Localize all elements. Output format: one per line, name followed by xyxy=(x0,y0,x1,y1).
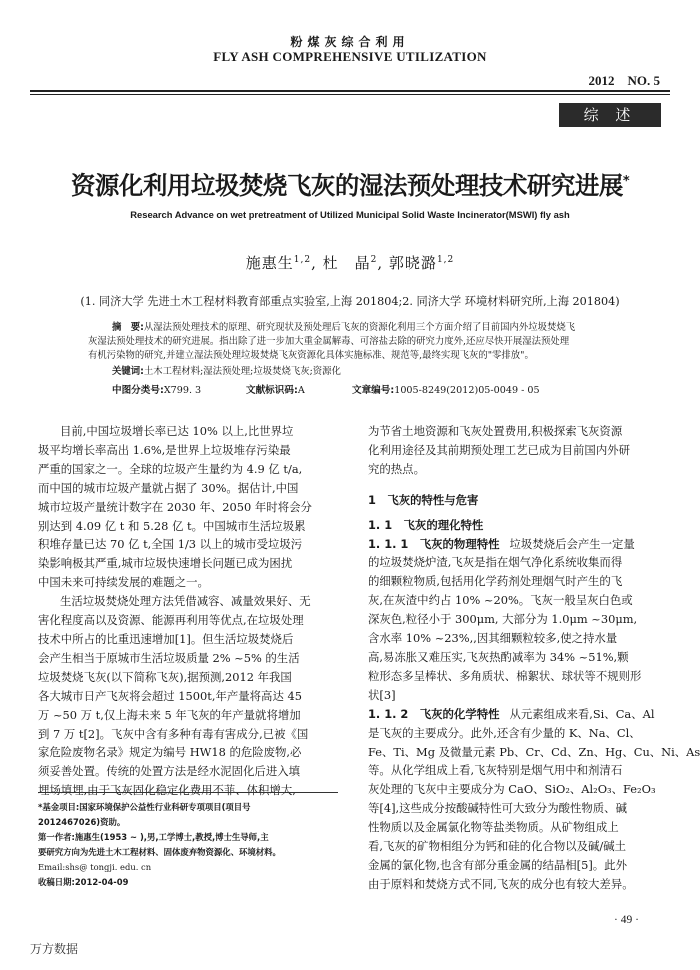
body-line: 染影响极其严重,城市垃圾快速增长问题已成为困扰 xyxy=(38,556,293,571)
fund-note-cont: 2012467026)资助。 xyxy=(38,817,126,827)
body-line: 各大城市日产飞灰将会超过 1500t,年产量将高达 45 xyxy=(38,688,302,703)
body-line: 别达到 4.09 亿 t 和 5.28 亿 t。中国城市生活垃圾累 xyxy=(38,518,306,533)
article-no-line xyxy=(352,382,540,396)
body-line: 技术中所占的比重迅速增加[1]。但生活垃圾焚烧后 xyxy=(38,631,294,646)
author-affil-mark: 1,2 xyxy=(293,255,312,265)
section-tag: 综 述 xyxy=(559,103,661,127)
author-note-cont: 要研究方向为先进土木工程材料、固体废弃物资源化、环境材料。 xyxy=(38,847,281,857)
keywords: 土木工程材料;湿法预处理;垃圾焚烧飞灰;资源化 xyxy=(143,366,341,377)
body-line: 看,飞灰的矿物相组分为钙和硅的化合物以及碱/碱土 xyxy=(368,839,627,854)
body-line: 到 7 万 t[2]。飞灰中含有多种有毒有害成分,已被《国 xyxy=(38,726,309,741)
body-line: 由于原料和焚烧方式不同,飞灰的成分也有较大差异。 xyxy=(368,876,634,891)
body-line: 等[4],这些成分按酸碱特性可大致分为酸性物质、碱 xyxy=(368,801,627,816)
body-line: 粒形态多呈棒状、多角质状、棉絮状、球状等不规则形 xyxy=(368,668,642,683)
issue-label: 2012 NO. 5 xyxy=(588,73,660,88)
body-line: 是飞灰的主要成分。此外,还含有少量的 K、Na、Cl、 xyxy=(368,725,641,740)
body-line: 积堆存量已达 70 亿 t,全国 1/3 以上的城市受垃圾污 xyxy=(38,537,303,552)
body-line: 须妥善处置。传统的处置方法是经水泥固化后进入填 xyxy=(38,764,300,779)
body-line: 埋场填埋,由于飞灰固化稳定化费用不菲、体积增大, xyxy=(38,783,296,798)
journal-name-cn: 粉煤灰综合利用 xyxy=(290,35,410,49)
author-note: 第一作者:施惠生(1953 ~ ),男,工学博士,教授,博士生导师,主 xyxy=(38,832,269,842)
body-line: 会产生相当于原城市生活垃圾质量 2% ~5% 的生活 xyxy=(38,650,300,665)
page-number: · 49 · xyxy=(614,914,639,926)
title-footnote-mark: * xyxy=(622,174,630,189)
watermark: 万方数据 xyxy=(30,942,79,956)
body-line xyxy=(368,535,668,554)
body-line xyxy=(368,705,668,724)
body-line: 的细颗粒物质,包括用化学药剂处理烟气时产生的飞 xyxy=(368,574,623,589)
doc-code-line xyxy=(246,382,305,396)
section-heading-1: 1 飞灰的特性与危害 xyxy=(368,492,479,507)
body-line: 化利用途径及其前期预处理工艺已成为目前国内外研 xyxy=(368,442,630,457)
author-name: 施惠生 xyxy=(245,254,294,272)
header-rule-thin xyxy=(30,94,670,95)
author-name: 杜 晶 xyxy=(322,254,371,272)
subsection-heading-1-1: 1. 1 飞灰的理化特性 xyxy=(368,517,484,532)
email-note: Email:shs@ tongji. edu. cn xyxy=(38,862,152,872)
body-line: 圾平均增长率高出 1.6%,是世界上垃圾堆存污染最 xyxy=(38,442,291,457)
body-line: 中国未来可持续发展的难题之一。 xyxy=(38,575,209,590)
abstract-text: 从湿法预处理技术的原理、研究现状及预处理后飞灰的资源化利用三个方面介绍了目前国内外垃圾焚烧飞 xyxy=(143,322,576,333)
subsubsection-heading-1-1-2: 1. 1. 2 飞灰的化学特性 xyxy=(368,706,500,721)
abstract-label: 摘 要: xyxy=(112,322,144,333)
body-line: 深灰色,粒径小于 300μm, 大部分为 1.0μm ~30μm, xyxy=(368,612,638,627)
body-line: 究的热点。 xyxy=(368,461,425,476)
body-text: 垃圾焚烧后会产生一定量 xyxy=(509,536,635,551)
body-line: 灰处理的飞灰中主要成分为 CaO、SiO₂、Al₂O₃、Fe₂O₃ xyxy=(368,782,656,797)
footnote-rule xyxy=(38,792,338,793)
body-line: 害化程度高以及资源、能源再利用等优点,在垃圾处理 xyxy=(38,613,304,628)
body-line: 为节省土地资源和飞灰处置费用,积极探索飞灰资源 xyxy=(368,424,623,438)
received-note: 收稿日期:2012-04-09 xyxy=(38,877,129,887)
left-column xyxy=(38,422,350,800)
body-line: 城市垃圾产量统计数字在 2030 年、2050 年时将会分 xyxy=(38,499,312,514)
abstract-line: 有机污染物的研究,并建立湿法预处理垃圾焚烧飞灰资源化具体实施标准、规范等,最终实现飞灰的"零排放"。 xyxy=(88,350,534,361)
body-line: 高,易冻胀又难压实,飞灰热酌减率为 34% ~51%,颗 xyxy=(368,649,629,664)
body-text: 从元素组成来看,Si、Ca、Al xyxy=(509,706,655,721)
abstract-line xyxy=(88,321,648,335)
article-title-en: Research Advance on wet pretreatment of Utilized Municipal Solid Waste Incinerator(MSWI) fly ash xyxy=(130,209,570,220)
body-line: 含水率 10% ~23%,,因其细颗粒较多,使之持水量 xyxy=(368,631,618,646)
body-line: 家危险废物名录》规定为编号 HW18 的危险废物,必 xyxy=(38,745,302,760)
article-title xyxy=(20,167,680,202)
doc-code-label: 文献标识码: xyxy=(246,385,298,396)
body-line: 金属的氯化物,也含有部分重金属的结晶相[5]。此外 xyxy=(368,857,627,872)
article-no-label: 文章编号: xyxy=(352,385,395,396)
title-text: 资源化利用垃圾焚烧飞灰的湿法预处理技术研究进展 xyxy=(70,171,623,200)
author-affil-mark: 1,2 xyxy=(436,255,455,265)
footnotes xyxy=(38,800,338,890)
body-line: 灰,在灰渣中约占 10% ~20%。飞灰一般呈灰白色或 xyxy=(368,593,633,608)
right-column xyxy=(368,422,700,894)
body-line: 性物质以及金属氯化物等盐类物质。从矿物组成上 xyxy=(368,820,619,835)
body-line: 垃圾焚烧飞灰(以下简称飞灰),据预测,2012 年我国 xyxy=(38,669,292,684)
body-line: 万 ~50 万 t,仅上海未来 5 年飞灰的年产量就将增加 xyxy=(38,707,301,722)
body-line: 生活垃圾焚烧处理方法凭借减容、减量效果好、无 xyxy=(60,594,311,609)
clc-value: X799. 3 xyxy=(163,385,202,396)
header-rule xyxy=(30,90,670,92)
clc-label: 中图分类号: xyxy=(112,385,164,396)
keywords-line xyxy=(88,365,648,379)
author-line: 施惠生$^{1,2}$, 杜 晶$^2$, 郭晓潞$^{1,2}$ xyxy=(245,254,455,272)
author-affil-mark: 2 xyxy=(370,255,378,265)
fund-note: *基金项目:国家环境保护公益性行业科研专项项目(项目号 xyxy=(38,802,251,812)
keywords-label: 关键词: xyxy=(112,366,144,377)
body-line: Fe、Ti、Mg 及微量元素 Pb、Cr、Cd、Zn、Hg、Cu、Ni、As xyxy=(368,744,700,759)
body-line: 而中国的城市垃圾产量就占据了 30%。据估计,中国 xyxy=(38,480,299,495)
body-line: 的垃圾焚烧炉渣,飞灰是指在烟气净化系统收集而得 xyxy=(368,555,623,570)
body-line: 严重的国家之一。全球的垃圾产生量约为 4.9 亿 t/a, xyxy=(38,461,303,476)
body-line: 等。从化学组成上看,飞灰特别是烟气用中和剂清石 xyxy=(368,763,623,778)
subsubsection-heading-1-1-1: 1. 1. 1 飞灰的物理特性 xyxy=(368,536,500,551)
affiliation: (1. 同济大学 先进土木工程材料教育部重点实验室,上海 201804;2. 同济大学 环境材料研究所,上海 201804) xyxy=(80,295,620,308)
doc-code-value: A xyxy=(297,385,305,396)
clc-line xyxy=(112,382,201,396)
journal-name-en: FLY ASH COMPREHENSIVE UTILIZATION xyxy=(213,49,487,64)
body-line: 目前,中国垃圾增长率已达 10% 以上,比世界垃 xyxy=(60,424,294,438)
article-no-value: 1005-8249(2012)05-0049 - 05 xyxy=(394,385,540,396)
body-line: 状[3] xyxy=(368,687,396,702)
author-name: 郭晓潞 xyxy=(388,254,437,272)
abstract-line: 灰湿法预处理技术的研究进展。指出除了进一步加大重金属解毒、可溶盐去除的研究力度外,还应尽快开展湿法预处理 xyxy=(88,336,570,347)
